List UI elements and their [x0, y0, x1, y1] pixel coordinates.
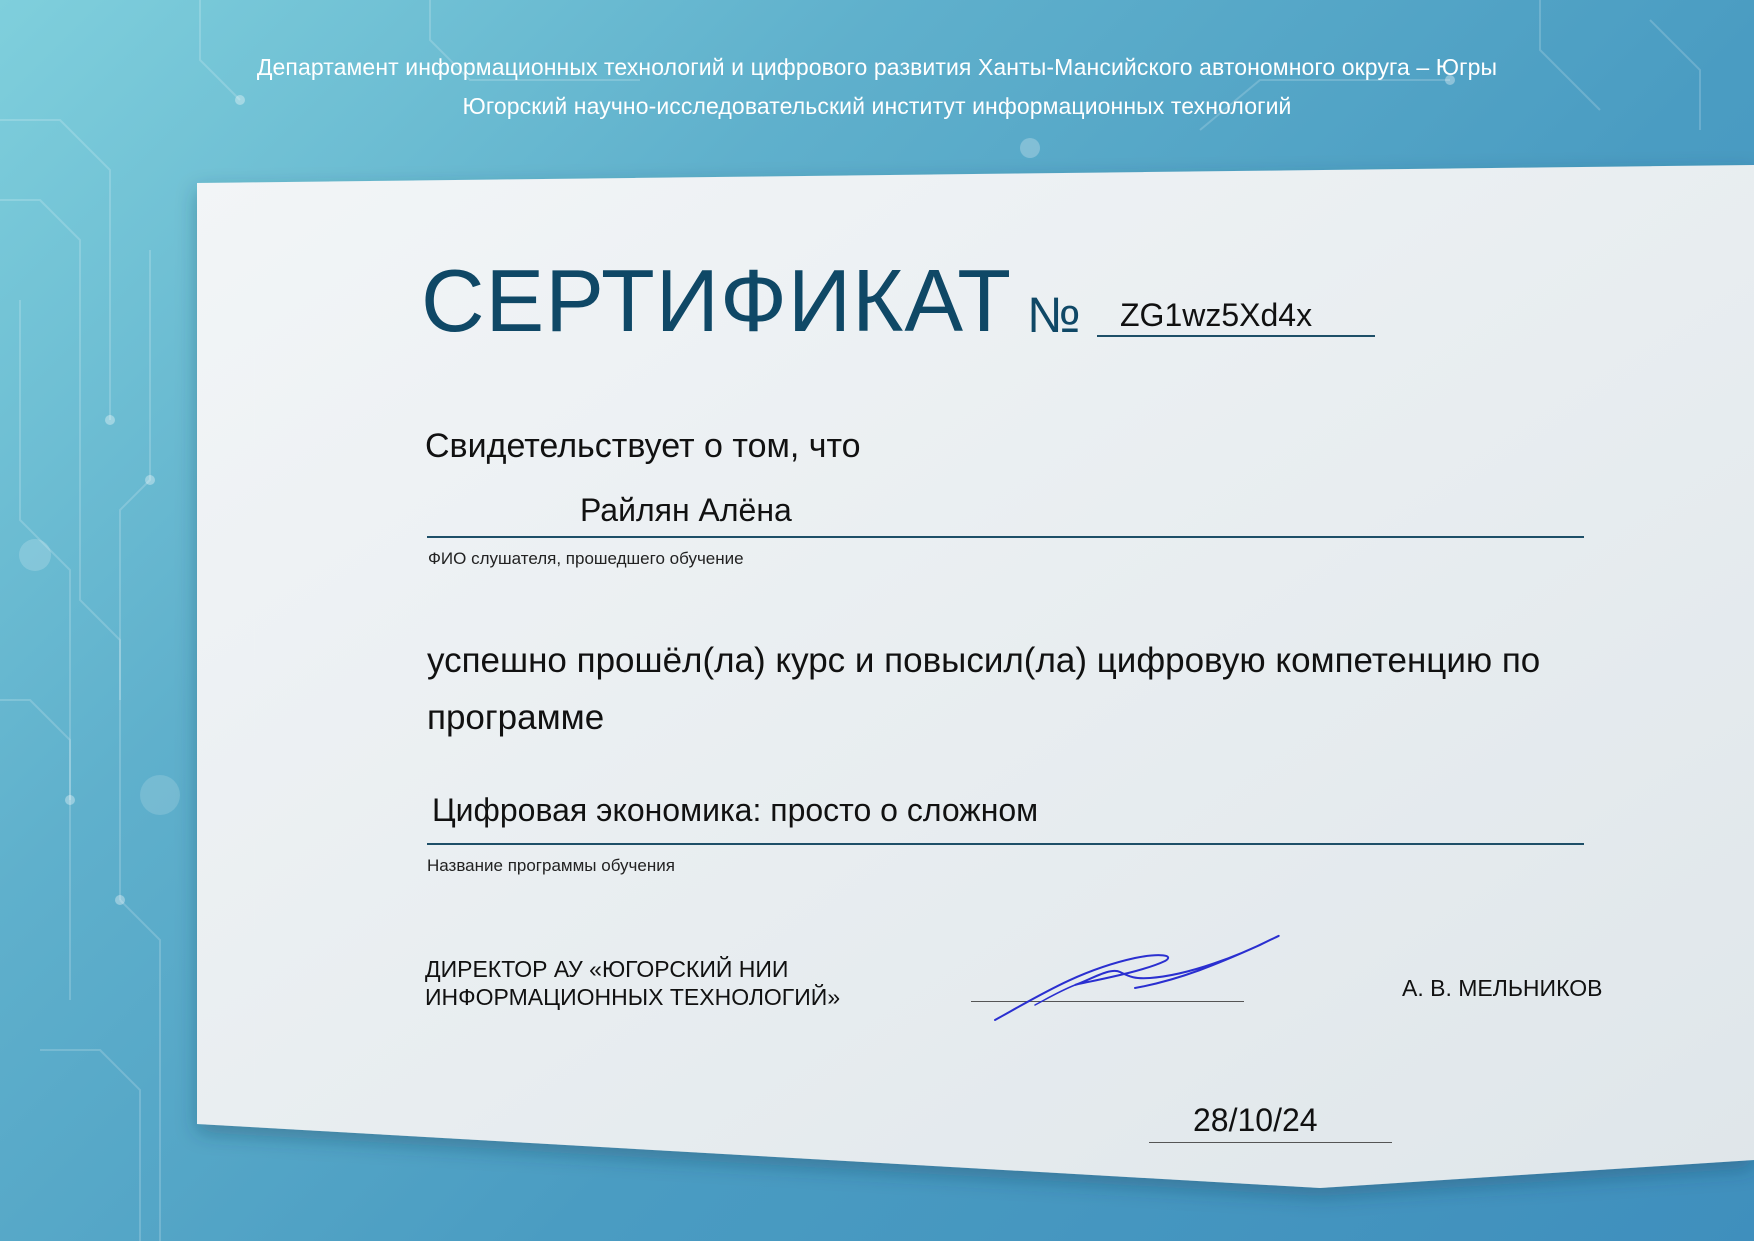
- witness-text: Свидетельствует о том, что: [425, 427, 861, 465]
- program-name: Цифровая экономика: просто о сложном: [432, 792, 1039, 828]
- director-signature: [960, 925, 1300, 1030]
- certificate-number: ZG1wz5Xd4x: [1120, 297, 1313, 333]
- student-name-caption: ФИО слушателя, прошедшего обучение: [428, 549, 744, 568]
- issue-date-underline: [1149, 1142, 1392, 1143]
- director-title: [425, 955, 840, 1011]
- program-name-underline: [427, 843, 1584, 845]
- student-name-underline: [427, 536, 1584, 538]
- director-title-line1: ДИРЕКТОР АУ «ЮГОРСКИЙ НИИ: [425, 956, 789, 982]
- department-name: Департамент информационных технологий и цифрового развития Ханты-Мансийского автономного округа – Югры: [256, 54, 1498, 80]
- director-title-line2: ИНФОРМАЦИОННЫХ ТЕХНОЛОГИЙ»: [425, 984, 841, 1010]
- certificate-number-underline: [1097, 335, 1375, 337]
- completion-text: успешно прошёл(ла) курс и повысил(ла) цифровую компетенцию по программе: [427, 641, 1541, 737]
- student-name: Райлян Алёна: [580, 492, 792, 528]
- issue-date: 28/10/24: [1193, 1102, 1318, 1138]
- institute-name: Югорский научно-исследовательский институт информационных технологий: [462, 93, 1292, 119]
- program-name-caption: Название программы обучения: [427, 856, 675, 875]
- signer-name: А. В. МЕЛЬНИКОВ: [1402, 975, 1603, 1001]
- number-sign: №: [1027, 287, 1081, 343]
- certificate-title: СЕРТИФИКАТ: [421, 251, 1012, 350]
